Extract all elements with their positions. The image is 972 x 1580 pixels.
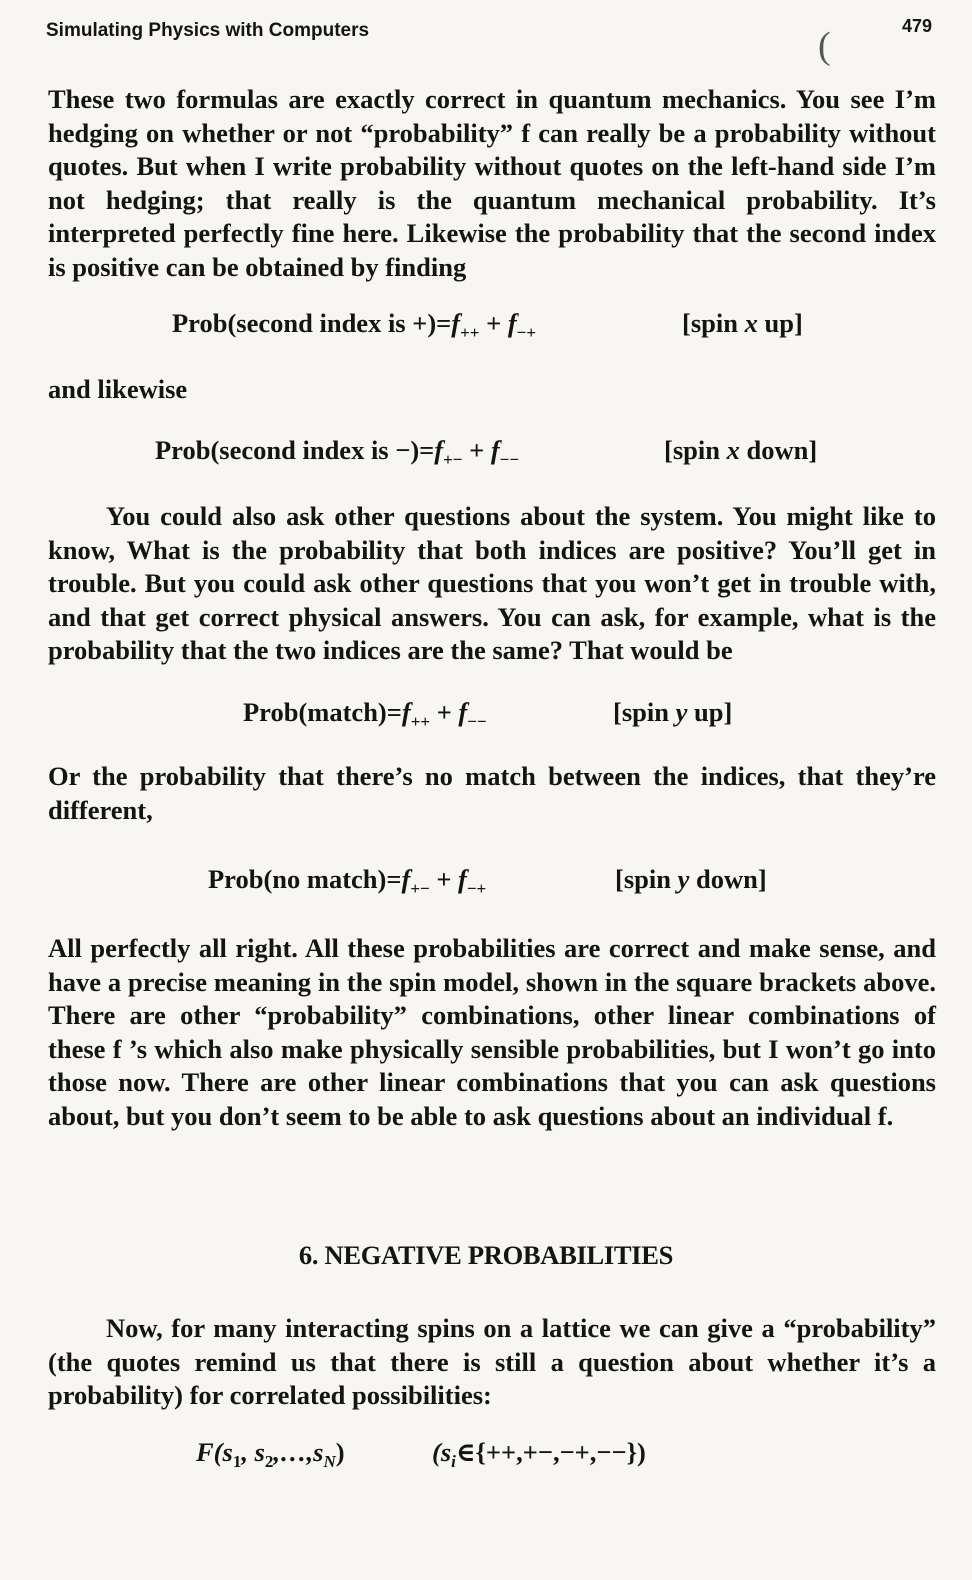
equation-note-spin-y-up: [spin y up] — [613, 697, 733, 727]
equation-correlated-function: $F(s_1$, $s_2,\dots,s_N$) — [196, 1437, 345, 1471]
page-header — [46, 16, 932, 46]
paragraph-formulas-correct: These two formulas are exactly correct in quantum mechanics. You see I’m hedging on whether or not “probability” f can really be a probability without quotes. But when I write probability without quotes on the left-hand side I’m not hedging; that really is the quantum mechanical probability. It’s interpreted perfectly fine here. Likewise the probability that the second index is positive can be obtained by finding — [48, 84, 936, 282]
equation-no-match: Prob(no $match)=f_{+-} + f_{-+}$ — [208, 864, 487, 898]
equation-second-index-negative: Prob(second index is $-)=f_{+-} + f_{--}$ — [155, 435, 520, 469]
equation-second-index-positive: Prob(second index is $+)=f_{++} + f_{-+}$ — [172, 308, 537, 342]
running-title: Simulating Physics with Computers — [46, 20, 370, 41]
paragraph-interacting-spins: Now, for many interacting spins on a lattice we can give a “probability” (the quotes remind us that there is still a question about whether it’s a probability) for correlated possibilities: — [48, 1313, 936, 1410]
equation-note-spin-x-up: [spin x up] — [682, 308, 803, 338]
section-heading: 6. NEGATIVE PROBABILITIES — [298, 1240, 674, 1270]
paragraph-and-likewise: and likewise — [48, 374, 188, 404]
equation-lhs: Prob(second index is +)= — [172, 308, 452, 338]
paragraph-other-questions: You could also ask other questions about the system. You might like to know, What is the probability that both indices are positive? You’ll get in trouble. But you could ask other questions that you won’t get in trouble with, and that get correct physical answers. You can ask, for example, what is the probability that the two indices are the same? That would be — [48, 501, 936, 665]
margin-pencil-mark: ( — [818, 25, 831, 67]
equation-domain-set: $(s_i\in\{++,+-,-+,--\})$ — [432, 1437, 646, 1471]
paragraph-no-match: Or the probability that there’s no match between the indices, that they’re different, — [48, 761, 936, 825]
page-number: 479 — [901, 16, 932, 36]
equation-match: $Prob(match)=f_{++} + f_{--}$ — [243, 697, 487, 731]
equation-note-spin-y-down: [spin y down] — [615, 864, 767, 894]
paragraph-all-perfectly: All perfectly all right. All these probabilities are correct and make sense, and have a precise meaning in the spin model, shown in the square brackets above. There are other “probability” combinations, other linear combinations of these f ’s which also make physically sensible probabilities, but I won’t go into those now. There are other linear combinations that you can ask questions about, but you don’t seem to be able to ask questions about an individual f. — [48, 933, 936, 1131]
equation-note-spin-x-down: [spin x down] — [664, 435, 818, 465]
